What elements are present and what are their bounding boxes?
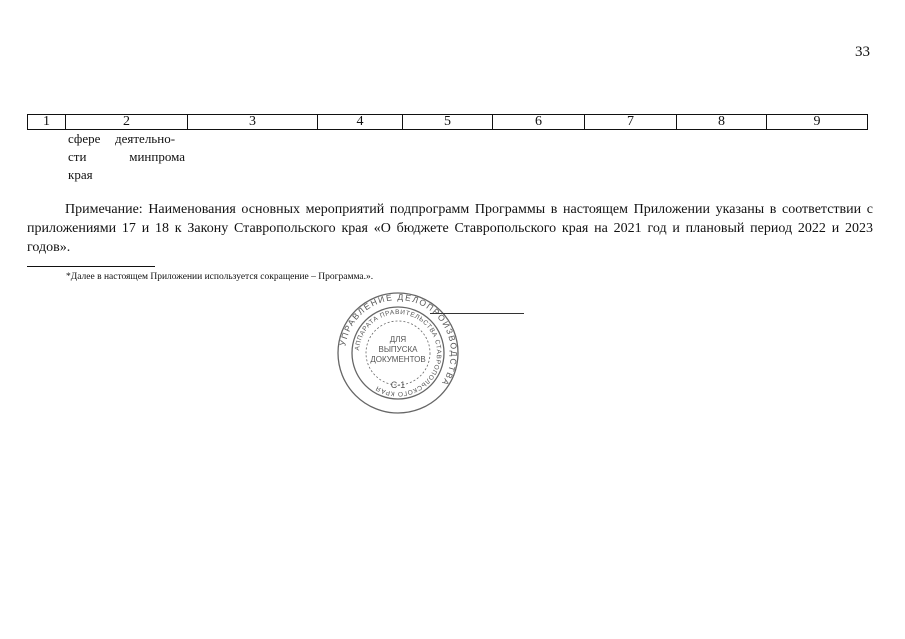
table-header [27,114,868,130]
stamp-center-line: ДЛЯ [389,335,407,344]
signature-line [430,313,524,314]
footnote-divider [27,266,155,267]
stamp-inner-text: АППАРАТА ПРАВИТЕЛЬСТВА СТАВРОПОЛЬСКОГО КРАЯ [354,308,443,398]
column-number-5: 5 [403,115,493,130]
continuation-line: края [68,167,93,182]
continuation-line: сфере [68,131,101,146]
continuation-line: сти [68,149,87,164]
column-number-9: 9 [767,115,868,130]
stamp-center-line: ДОКУМЕНТОВ [370,355,426,364]
column-number-6: 6 [493,115,585,130]
footnote-text: *Далее в настоящем Приложении используется сокращение – Программа.». [66,272,374,282]
stamp-center-line: ВЫПУСКА [378,345,418,354]
column-number-1: 1 [28,115,66,130]
stamp-code: С-1 [390,380,406,390]
note-paragraph: Примечание: Наименования основных мероприятий подпрограмм Программы в настоящем Приложении указаны в соответствии с приложениями 17 и 18 к Закону Ставропольского края «О бюджете Ставропольского края на 2021 год и плановый период 2022 и 2023 годов». [27,202,873,255]
column-number-3: 3 [188,115,318,130]
continuation-text-left [68,130,110,184]
stamp-outer-text: УПРАВЛЕНИЕ ДЕЛОПРОИЗВОДСТВА [337,291,460,389]
column-number-8: 8 [677,115,767,130]
continuation-line: деятельно- [115,131,176,146]
continuation-line: минпрома [129,149,185,164]
page-number: 33 [855,44,870,60]
official-stamp-seal [336,291,460,415]
column-number-7: 7 [585,115,677,130]
column-number-4: 4 [318,115,403,130]
continuation-text-right [115,130,185,166]
column-number-2: 2 [66,115,188,130]
